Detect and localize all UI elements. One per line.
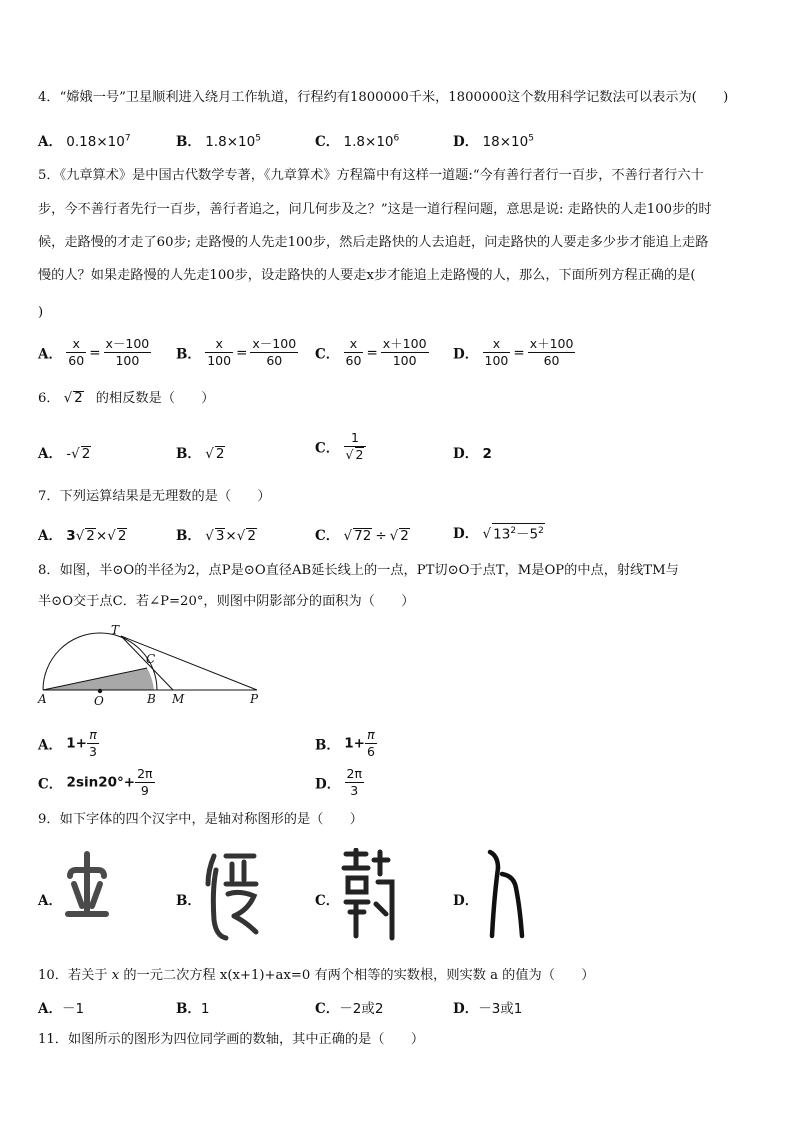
- point-label-c: C: [146, 652, 156, 666]
- q8-option-a[interactable]: A． 1+ $\frac{\pi}{3}$: [38, 727, 97, 759]
- fraction: $\frac{1}{√ 2}$: [344, 430, 367, 463]
- q4-stem: 4．“嫦娥一号”卫星顺利进入绕月工作轨道，行程约有1800000千米，1800000这个数用科学记数法可以表示为( ): [38, 90, 729, 105]
- seal-character-c-image: [340, 848, 396, 942]
- q8-line-1: 8．如图，半⊙O的半径为2，点P是⊙O直径AB延长线上的一点，PT切⊙O于点T，M是OP的中点，射线TM与: [38, 563, 679, 578]
- q4-option-c[interactable]: [315, 130, 399, 150]
- option-label: D．: [453, 134, 479, 150]
- point-label-b: B: [147, 692, 156, 706]
- q5-line-1: 5．《九章算术》是中国古代数学专著，《九章算术》方程篇中有这样一道题:“今有善行者行一百步，不善行者行六十: [38, 168, 704, 183]
- fraction: $\frac{x+100}{100}$: [382, 336, 427, 368]
- q9-option-c-label[interactable]: C．: [315, 893, 340, 909]
- q10-stem: 10．若关于 x 的一元二次方程 x(x+1)+ax=0 有两个相等的实数根，则实数 a 的值为（ ）: [38, 968, 595, 983]
- point-label-a: A: [38, 692, 47, 706]
- q8-option-d[interactable]: D． $\frac{2\pi}{3}$: [315, 766, 362, 798]
- q9-stem: 9．如下字体的四个汉字中，是轴对称图形的是（ ）: [38, 812, 363, 827]
- q6-option-b[interactable]: B． √ 2: [176, 446, 225, 462]
- seal-character-b-image: [204, 850, 260, 942]
- q9-option-b-label[interactable]: B．: [176, 893, 201, 909]
- option-value: $1.8\times 10^6$: [343, 133, 400, 150]
- seal-character-d-image: [480, 848, 526, 942]
- q5-option-c[interactable]: C． $\frac{x}{60}$ = $\frac{x+100}{100}$: [315, 336, 427, 368]
- point-label-o: O: [94, 694, 104, 708]
- q5-line-2: 步，今不善行者先行一百步，善行者追之，问几何步及之？”这是一道行程问题，意思是说: 走路快的人走100步的时: [38, 202, 712, 217]
- q7-option-c[interactable]: C． √ 72 ÷ √ 2: [315, 528, 409, 544]
- q4-option-d[interactable]: [453, 130, 534, 150]
- fraction: $\frac{x}{100}$: [484, 336, 509, 368]
- option-label: B．: [176, 134, 201, 150]
- q7-option-a[interactable]: A． 3√ 2×√ 2: [38, 528, 127, 544]
- option-label: C．: [315, 134, 340, 150]
- option-value: $1.8\times 10^5$: [205, 133, 261, 150]
- q10-option-b[interactable]: B．1: [176, 1001, 210, 1017]
- q6-stem: 6． √ 2 的相反数是（ ）: [38, 391, 215, 406]
- q5-option-d[interactable]: D． $\frac{x}{100}$ = $\frac{x+100}{60}$: [453, 336, 574, 368]
- option-value: $18\times 10^5$: [482, 133, 534, 150]
- q5-line-4: 慢的人？如果走路慢的人先走100步，设走路快的人要走x步才能追上走路慢的人，那么，下面所列方程正确的是(: [38, 268, 696, 283]
- option-label: D．: [453, 346, 479, 363]
- option-label: A．: [38, 346, 62, 363]
- q4-option-a[interactable]: [38, 130, 131, 150]
- option-label: A．: [38, 134, 62, 150]
- q11-stem: 11．如图所示的图形为四位同学画的数轴，其中正确的是（ ）: [38, 1032, 425, 1047]
- point-label-m: M: [172, 692, 185, 706]
- q8-line-2: 半⊙O交于点C．若∠P=20°，则图中阴影部分的面积为（ ）: [38, 594, 415, 609]
- q9-option-a-label[interactable]: A．: [38, 893, 62, 909]
- q7-option-d[interactable]: D． √ $13^2-5^2$: [453, 522, 545, 542]
- option-label: C．: [315, 346, 340, 363]
- q7-option-b[interactable]: B． √ 3×√ 2: [176, 528, 256, 544]
- q10-option-c[interactable]: C．－2或2: [315, 1001, 384, 1017]
- q10-option-a[interactable]: A．－1: [38, 1001, 85, 1017]
- seal-character-a-image: [64, 850, 110, 920]
- q5-option-b[interactable]: B． $\frac{x}{100}$ = $\frac{x-100}{60}$: [176, 336, 297, 368]
- q8-option-b[interactable]: B． 1+ $\frac{\pi}{6}$: [315, 727, 375, 759]
- option-value: $0.18\times 10^7$: [66, 133, 131, 150]
- fraction: $\frac{x}{60}$: [68, 336, 85, 368]
- q6-option-a[interactable]: A． -√ 2: [38, 446, 91, 462]
- sqrt-symbol: √: [63, 391, 73, 406]
- q4-option-b[interactable]: [176, 130, 261, 150]
- q8-option-c[interactable]: C． 2sin20°+ $\frac{2\pi}{9}$: [38, 766, 153, 798]
- q5-option-a[interactable]: A． $\frac{x}{60}$ = $\frac{x-100}{100}$: [38, 336, 150, 368]
- q6-option-d[interactable]: D． 2: [453, 446, 492, 462]
- fraction: $\frac{x-100}{60}$: [252, 336, 297, 368]
- q5-line-3: 候，走路慢的才走了60步; 走路慢的人先走100步，然后走路快的人去追赶，问走路快的人要走多少步才能追上走路: [38, 235, 709, 250]
- fraction: $\frac{x-100}{100}$: [105, 336, 150, 368]
- point-label-p: P: [250, 692, 259, 706]
- q6-option-c[interactable]: C． $\frac{1}{√ 2}$: [315, 430, 366, 463]
- q9-option-d-label[interactable]: D．: [453, 893, 479, 909]
- q7-stem: 7．下列运算结果是无理数的是（ ）: [38, 489, 271, 504]
- q5-line-5: ): [38, 305, 44, 320]
- fraction: $\frac{x}{60}$: [345, 336, 362, 368]
- fraction: $\frac{x}{100}$: [207, 336, 232, 368]
- point-label-t: T: [111, 623, 120, 637]
- fraction: $\frac{x+100}{60}$: [529, 336, 574, 368]
- q10-option-d[interactable]: D．－3或1: [453, 1001, 523, 1017]
- option-label: B．: [176, 346, 201, 363]
